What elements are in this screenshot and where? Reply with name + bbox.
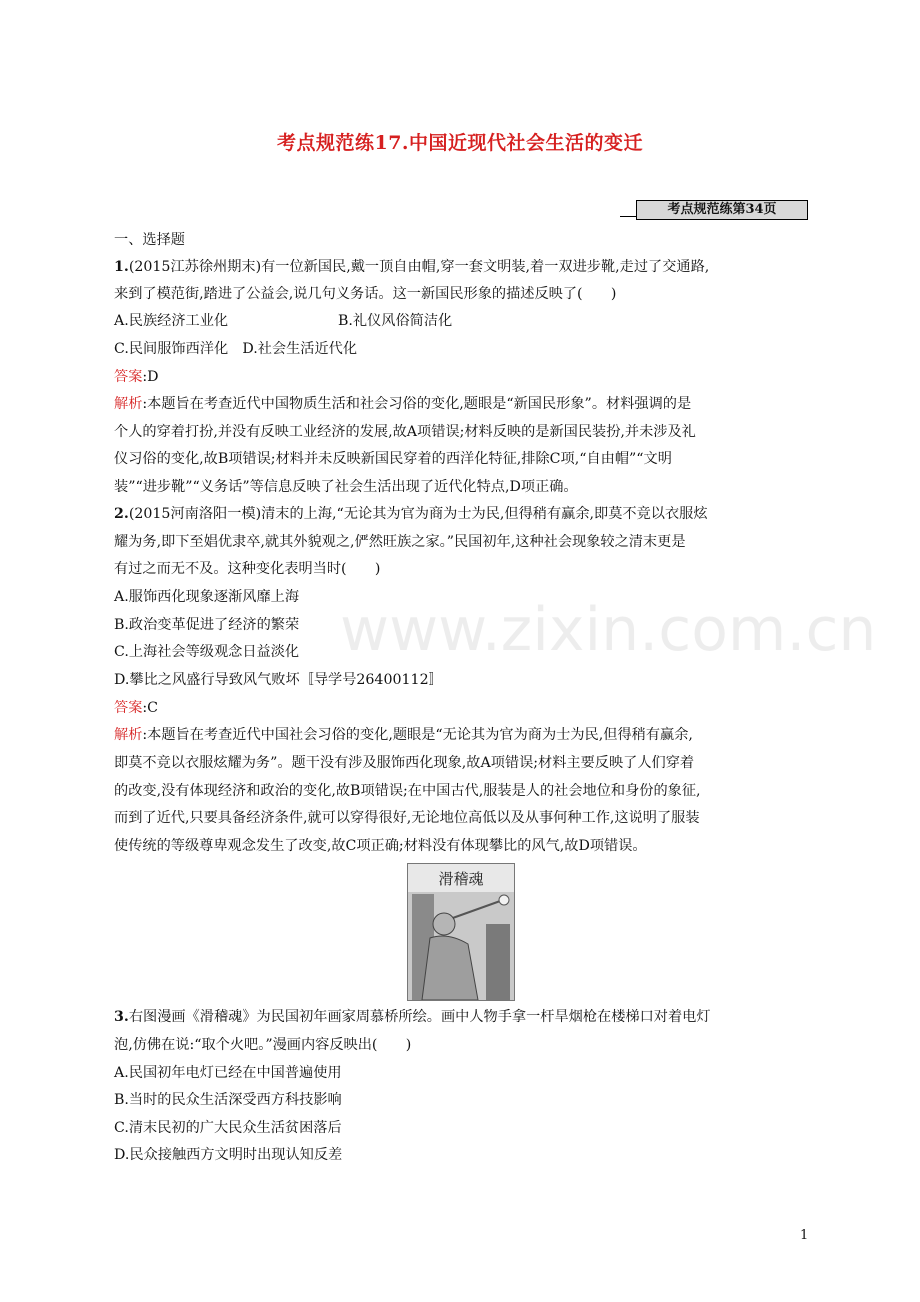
q2-answer — [114, 697, 804, 719]
page-title: 考点规范练17.中国近现代社会生活的变迁 — [276, 132, 644, 154]
q1-line-1 — [114, 256, 804, 278]
q2-option-b: B.政治变革促进了经济的繁荣 — [114, 617, 300, 633]
cartoon-drawing — [408, 864, 514, 1000]
q1-analysis-text-1: :本题旨在考查近代中国物质生活和社会习俗的变化,题眼是“新国民形象”。材料强调的是 — [142, 396, 692, 412]
q1-answer-value: :D — [142, 369, 159, 385]
page-tag: 考点规范练第34页 — [636, 200, 808, 220]
stair-wall — [486, 924, 510, 1000]
q2-number: 2. — [114, 506, 129, 522]
q3-option-a: A.民国初年电灯已经在中国普遍使用 — [114, 1065, 342, 1081]
q1-analysis-2: 个人的穿着打扮,并没有反映工业经济的发展,故A项错误;材料反映的是新国民装扮,并未涉及礼 — [114, 424, 696, 440]
q3-line-1 — [114, 1006, 804, 1028]
q2-analysis-text-1: :本题旨在考查近代中国社会习俗的变化,题眼是“无论其为官为商为士为民,但得稍有赢余, — [142, 727, 693, 743]
q1-analysis-4: 装”“进步靴”“义务话”等信息反映了社会生活出现了近代化特点,D项正确。 — [114, 479, 578, 495]
q2-analysis-1 — [114, 724, 804, 746]
q2-line-1 — [114, 503, 804, 525]
q3-stem-2: 泡,仿佛在说:“取个火吧。”漫画内容反映出( ) — [114, 1037, 412, 1053]
q1-analysis-1 — [114, 393, 804, 415]
q2-analysis-2: 即莫不竞以衣服炫耀为务”。题干没有涉及服饰西化现象,故A项错误;材料主要反映了人们穿着 — [114, 755, 695, 771]
q2-stem-3: 有过之而无不及。这种变化表明当时( ) — [114, 561, 381, 577]
q2-analysis-5: 使传统的等级尊卑观念发生了改变,故C项正确;材料没有体现攀比的风气,故D项错误。 — [114, 838, 647, 854]
q3-option-d: D.民众接触西方文明时出现认知反差 — [114, 1147, 343, 1163]
q2-answer-value: :C — [142, 700, 159, 716]
q2-answer-label: 答案 — [114, 700, 143, 716]
q1-option-b: B.礼仪风俗简洁化 — [338, 313, 453, 329]
q3-number: 3. — [114, 1009, 129, 1025]
q1-option-cd: C.民间服饰西洋化 D.社会生活近代化 — [114, 341, 358, 357]
section-heading: 一、选择题 — [114, 232, 185, 248]
q1-answer — [114, 366, 804, 388]
q2-option-c: C.上海社会等级观念日益淡化 — [114, 644, 300, 660]
cartoon-image — [407, 863, 515, 1001]
q2-stem-2: 耀为务,即下至娼优隶卒,就其外貌观之,俨然旺族之家。”民国初年,这种社会现象较之清末更是 — [114, 534, 686, 550]
q2-option-a: A.服饰西化现象逐渐风靡上海 — [114, 589, 300, 605]
q1-analysis-label: 解析 — [114, 396, 143, 412]
q2-analysis-label: 解析 — [114, 727, 143, 743]
q1-option-a: A.民族经济工业化 — [114, 313, 229, 329]
q2-stem-1: (2015河南洛阳一模)清末的上海,“无论其为官为商为士为民,但得稍有赢余,即莫不竞以衣服炫 — [128, 506, 708, 522]
lightbulb — [499, 895, 509, 905]
q1-answer-label: 答案 — [114, 369, 143, 385]
q2-option-d: D.攀比之风盛行导致风气败坏〚导学号26400112〛 — [114, 672, 443, 688]
page-number: 1 — [800, 1228, 809, 1243]
cartoon-caption: 滑稽魂 — [438, 870, 484, 888]
figure-head — [433, 913, 455, 935]
q3-stem-1: 右图漫画《滑稽魂》为民国初年画家周慕桥所绘。画中人物手拿一杆旱烟枪在楼梯口对着电灯 — [128, 1009, 711, 1025]
q1-number: 1. — [114, 259, 129, 275]
q1-analysis-3: 仪习俗的变化,故B项错误;材料并未反映新国民穿着的西洋化特征,排除C项,“自由帽”“文明 — [114, 451, 672, 467]
q3-option-b: B.当时的民众生活深受西方科技影响 — [114, 1092, 342, 1108]
q3-option-c: C.清末民初的广大民众生活贫困落后 — [114, 1120, 342, 1136]
page-tag-rule — [620, 216, 636, 217]
watermark: www.zixin.com.cn — [340, 595, 877, 665]
q2-analysis-4: 而到了近代,只要具备经济条件,就可以穿得很好,无论地位高低以及从事何种工作,这说明了服装 — [114, 810, 700, 826]
q1-stem-1: (2015江苏徐州期末)有一位新国民,戴一顶自由帽,穿一套文明装,着一双进步靴,走过了交通路, — [128, 259, 710, 275]
q2-analysis-3: 的改变,没有体现经济和政治的变化,故B项错误;在中国古代,服装是人的社会地位和身份的象征, — [114, 783, 701, 799]
q1-stem-2: 来到了模范街,踏进了公益会,说几句义务话。这一新国民形象的描述反映了( ) — [114, 286, 617, 302]
